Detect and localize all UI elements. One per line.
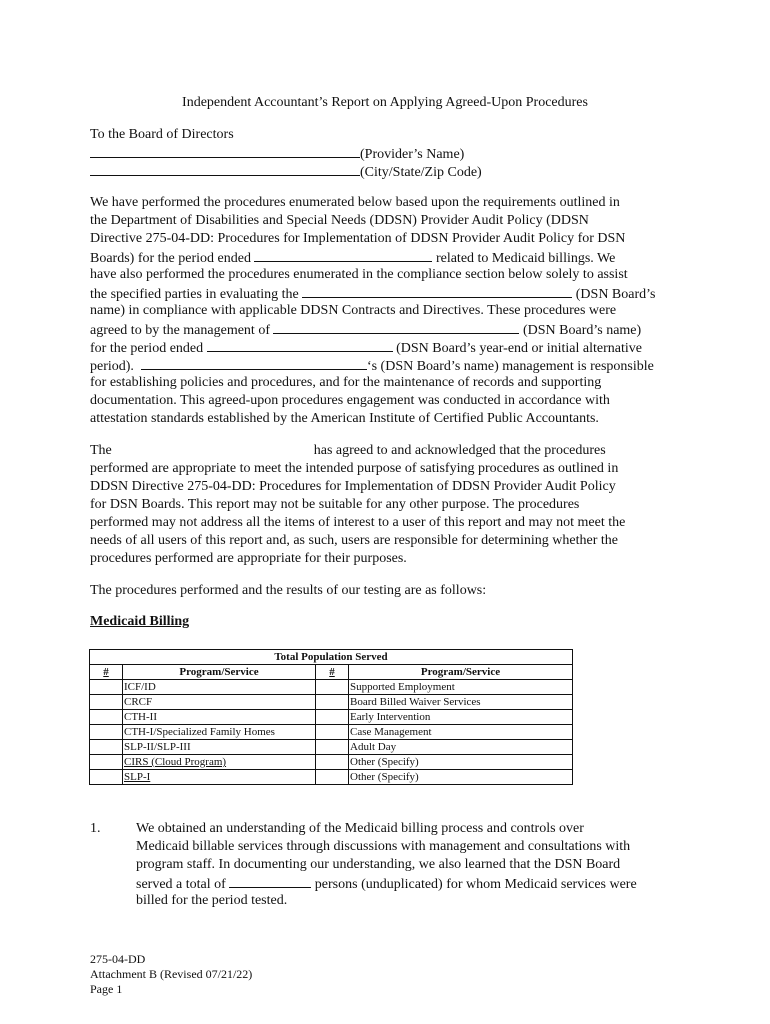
item-line: We obtained an understanding of the Medicaid billing process and controls over (136, 821, 584, 836)
persons-served-blank[interactable] (229, 874, 311, 888)
col-program-header: Program/Service (123, 665, 316, 680)
program-cell: CRCF (123, 695, 316, 710)
p1-text: (DSN Board’s name) (522, 323, 642, 338)
table-row (90, 725, 573, 740)
p2-line: DDSN Directive 275-04-DD: Procedures for Implementation of DDSN Provider Audit Policy (90, 479, 616, 494)
p2-line: needs of all users of this report and, as such, users are responsible for determining whether the (90, 533, 618, 548)
p2-line: for DSN Boards. This report may not be suitable for any other purpose. The procedures (90, 497, 580, 512)
program-cell: Adult Day (349, 740, 573, 755)
p1-line: have also performed the procedures enumerated in the compliance section below solely to assist (90, 267, 628, 282)
program-cell: CTH-II (123, 710, 316, 725)
p1-text: agreed to by the management of (90, 323, 270, 338)
count-cell[interactable] (90, 695, 123, 710)
section-heading: Medicaid Billing (90, 614, 190, 629)
count-cell[interactable] (316, 680, 349, 695)
count-cell[interactable] (90, 740, 123, 755)
table-row (90, 710, 573, 725)
p1-text: related to Medicaid billings. We (435, 251, 616, 266)
p1-line (90, 338, 690, 356)
p1-line (90, 248, 690, 266)
p1-text: Boards) for the period ended (90, 251, 251, 266)
count-cell[interactable] (90, 770, 123, 785)
p2-line: performed are appropriate to meet the intended purpose of satisfying procedures as outlined in (90, 461, 619, 476)
period-ended-blank[interactable] (254, 248, 432, 262)
provider-name-blank[interactable] (90, 144, 360, 158)
p1-text: the specified parties in evaluating the (90, 287, 299, 302)
management-blank[interactable] (273, 320, 519, 334)
program-cell: Early Intervention (349, 710, 573, 725)
p2-line: procedures performed are appropriate for their purposes. (90, 551, 407, 566)
p1-text: period). (90, 359, 134, 374)
item-line: program staff. In documenting our understanding, we also learned that the DSN Board (136, 857, 621, 872)
page-footer (90, 952, 252, 997)
count-cell[interactable] (90, 725, 123, 740)
footer-attachment: Attachment B (Revised 07/21/22) (90, 967, 253, 981)
program-cell: SLP-I (123, 770, 316, 785)
p2-text: has agreed to and acknowledged that the procedures (313, 443, 606, 458)
p1-text: (DSN Board’s year-end or initial alternative (396, 341, 642, 356)
provider-name-label: (Provider’s Name) (360, 147, 465, 162)
p1-line (90, 284, 690, 302)
city-label: (City/State/Zip Code) (360, 165, 482, 180)
year-end-blank[interactable] (207, 338, 393, 352)
count-cell[interactable] (316, 695, 349, 710)
paragraph-2 (90, 442, 690, 568)
program-cell: ICF/ID (123, 680, 316, 695)
item-line (136, 874, 696, 892)
count-cell[interactable] (90, 680, 123, 695)
program-cell: Other (Specify) (349, 755, 573, 770)
p2-line: performed may not address all the items of interest to a user of this report and may not meet the (90, 515, 626, 530)
p1-line: name) in compliance with applicable DDSN Contracts and Directives. These procedures were (90, 303, 617, 318)
col-num-header: # (90, 665, 123, 680)
p1-line: Directive 275-04-DD: Procedures for Implementation of DDSN Provider Audit Policy for DSN (90, 231, 626, 246)
table-row (90, 770, 573, 785)
count-cell[interactable] (90, 755, 123, 770)
table-row (90, 740, 573, 755)
item-number: 1. (90, 821, 101, 836)
footer-page: Page 1 (90, 982, 123, 996)
program-cell: Other (Specify) (349, 770, 573, 785)
count-cell[interactable] (316, 770, 349, 785)
report-title: Independent Accountant’s Report on Applying Agreed-Upon Procedures (182, 95, 588, 110)
p1-line (90, 356, 690, 374)
item-text: persons (unduplicated) for whom Medicaid services were (314, 877, 637, 892)
program-cell: CIRS (Cloud Program) (123, 755, 316, 770)
count-cell[interactable] (316, 710, 349, 725)
p1-text: ‘s (DSN Board’s name) management is responsible (366, 359, 654, 374)
program-cell: Supported Employment (349, 680, 573, 695)
table-row (90, 755, 573, 770)
city-blank[interactable] (90, 162, 360, 176)
item-line: Medicaid billable services through discussions with management and consultations with (136, 839, 631, 854)
program-cell: Board Billed Waiver Services (349, 695, 573, 710)
p1-line: the Department of Disabilities and Special Needs (DDSN) Provider Audit Policy (DDSN (90, 213, 589, 228)
program-cell: Case Management (349, 725, 573, 740)
population-table (89, 649, 573, 785)
col-num-header: # (316, 665, 349, 680)
count-cell[interactable] (316, 755, 349, 770)
p2-line (90, 442, 690, 460)
p1-line (90, 320, 690, 338)
p1-line: documentation. This agreed-upon procedures engagement was conducted in accordance with (90, 393, 610, 408)
col-program-header: Program/Service (349, 665, 573, 680)
salutation: To the Board of Directors (90, 127, 234, 142)
p1-text: (DSN Board’s (575, 287, 656, 302)
table-row (90, 680, 573, 695)
p1-line: attestation standards established by the American Institute of Certified Public Accountants. (90, 411, 599, 426)
table-row (90, 695, 573, 710)
program-cell: SLP-II/SLP-III (123, 740, 316, 755)
city-line (90, 162, 482, 182)
item-line: billed for the period tested. (136, 893, 288, 908)
provider-name-line (90, 144, 464, 164)
procedures-intro: The procedures performed and the results of our testing are as follows: (90, 583, 487, 598)
p1-line: We have performed the procedures enumerated below based upon the requirements outlined in (90, 195, 620, 210)
table-caption: Total Population Served (90, 650, 573, 665)
item-text: served a total of (136, 877, 226, 892)
program-cell: CTH-I/Specialized Family Homes (123, 725, 316, 740)
paragraph-1 (90, 194, 690, 428)
footer-directive: 275-04-DD (90, 952, 146, 966)
board-name-blank[interactable] (302, 284, 572, 298)
count-cell[interactable] (316, 740, 349, 755)
p2-text: The (90, 443, 112, 458)
count-cell[interactable] (316, 725, 349, 740)
p1-text: for the period ended (90, 341, 204, 356)
item-body (136, 820, 696, 910)
p1-line: for establishing policies and procedures, and for the maintenance of records and supporting (90, 375, 602, 390)
board-management-blank[interactable] (141, 356, 367, 370)
count-cell[interactable] (90, 710, 123, 725)
